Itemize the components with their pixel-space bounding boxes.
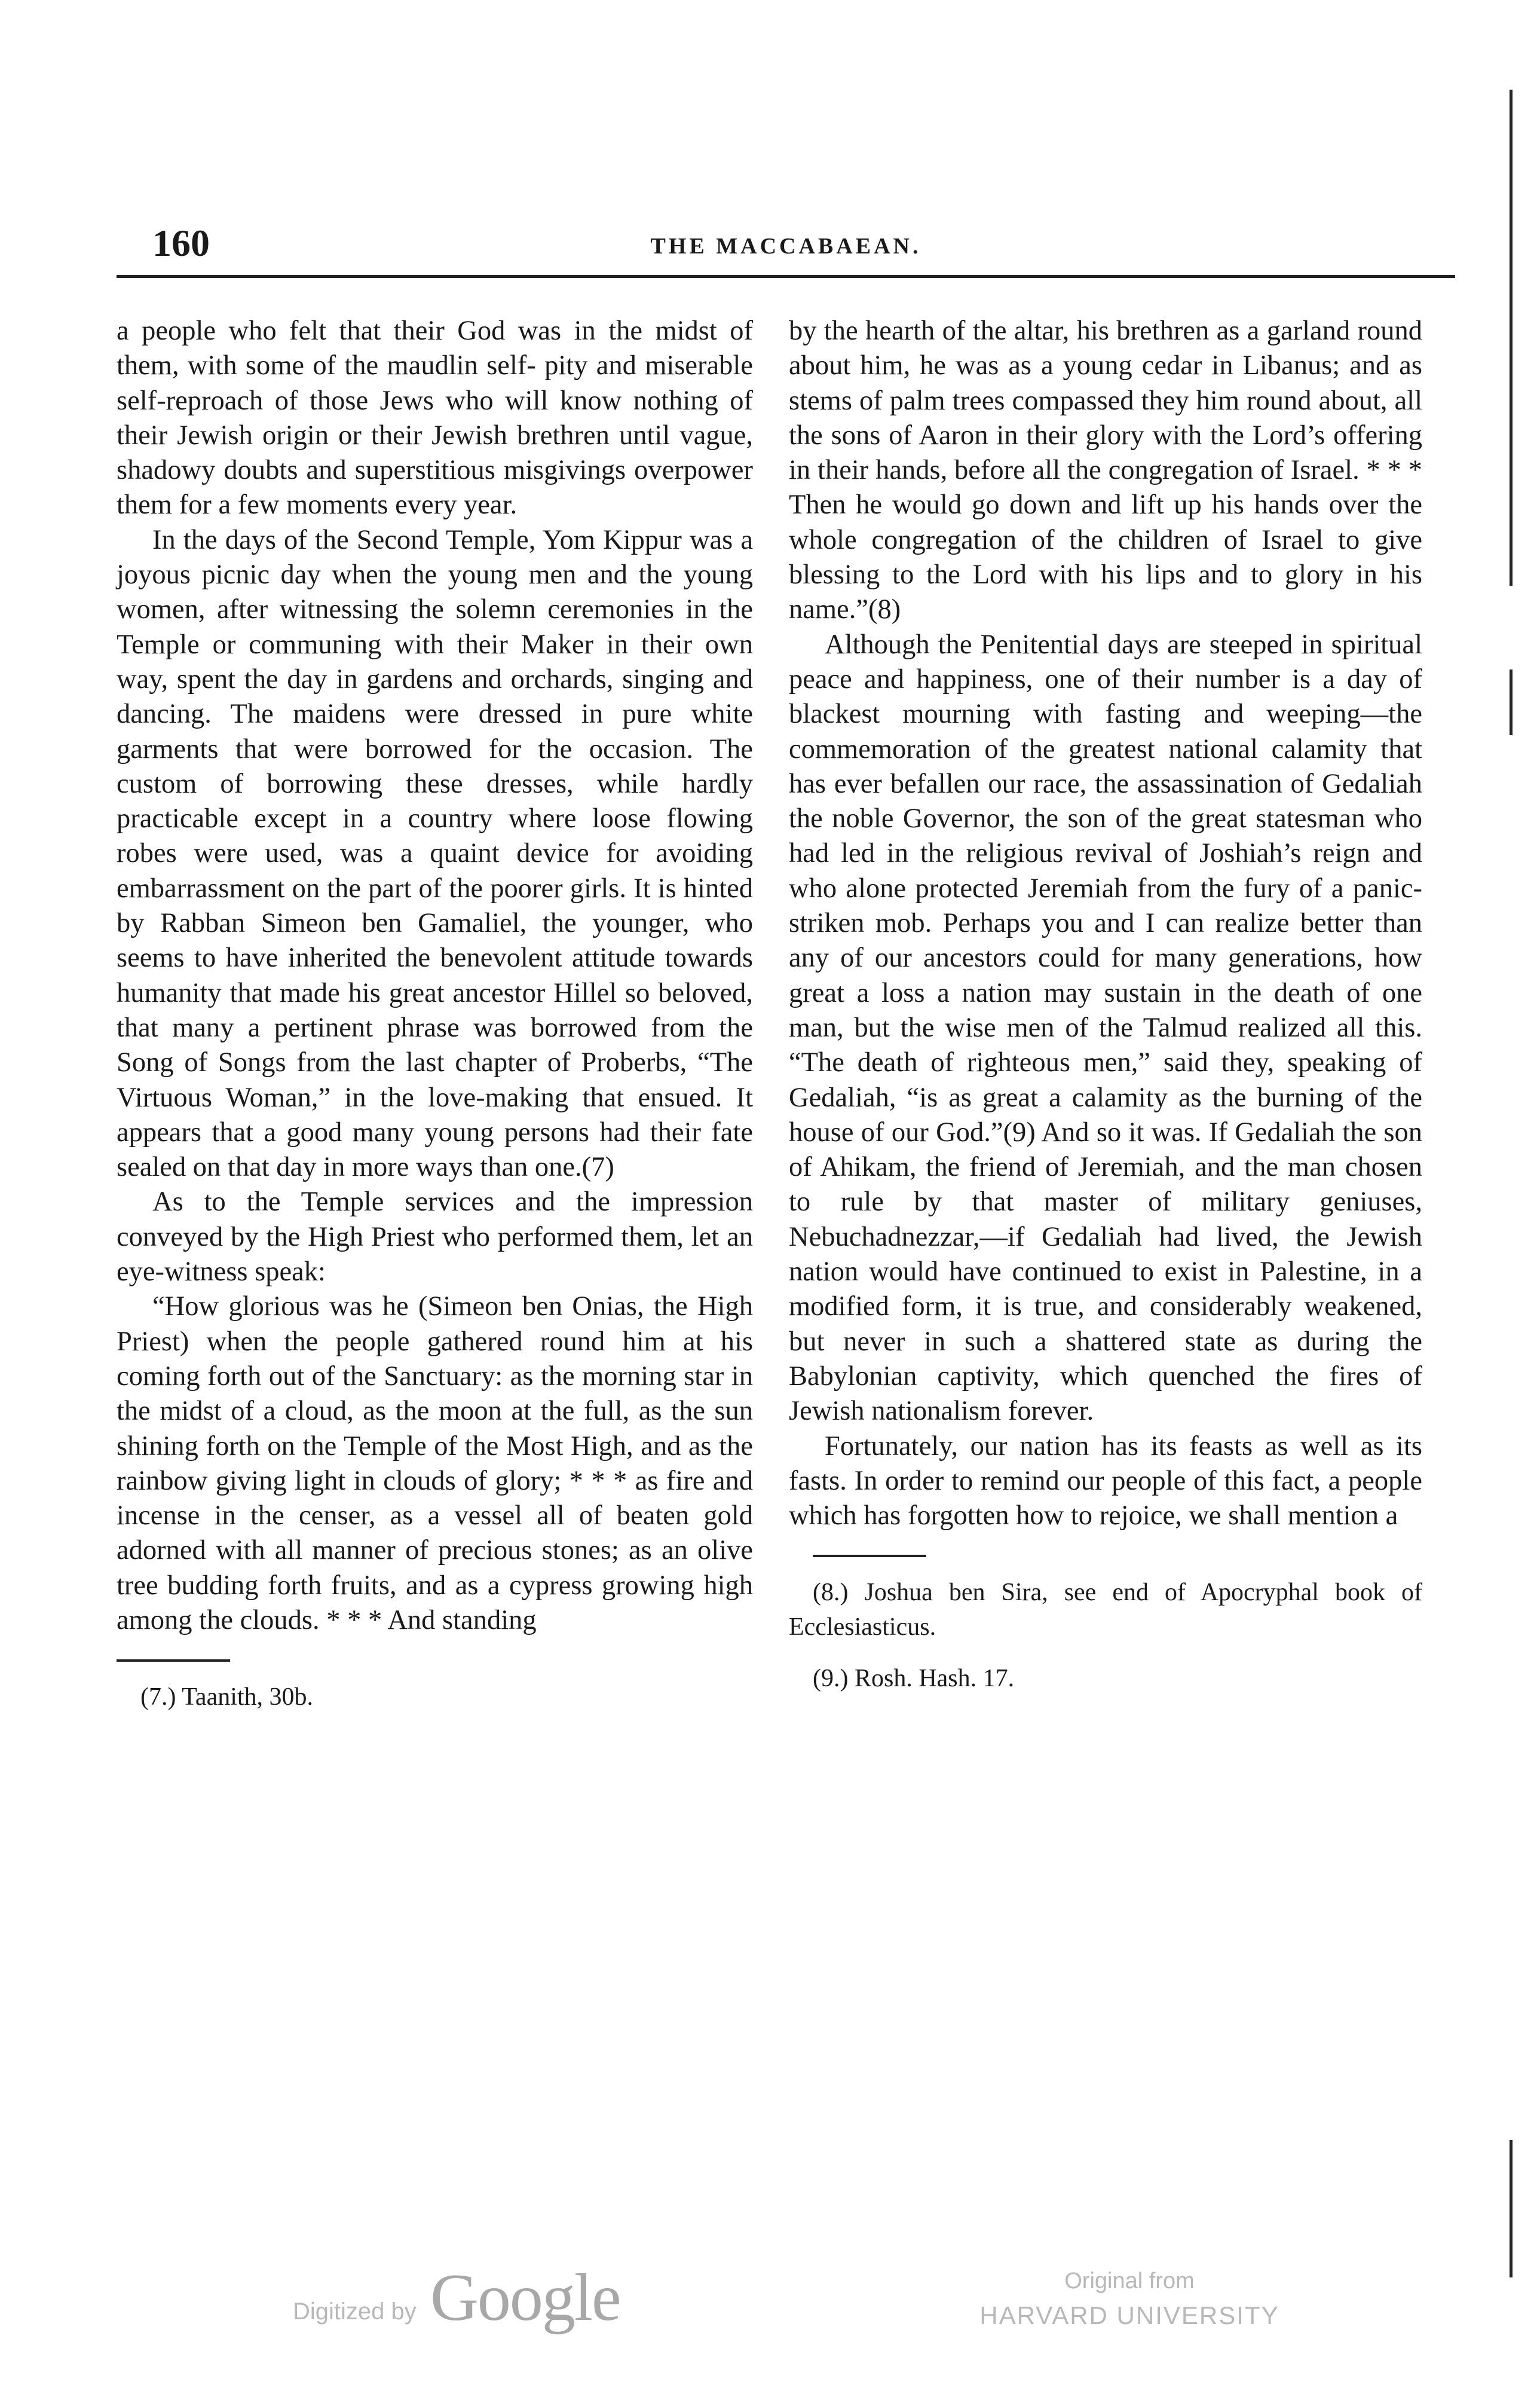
paragraph: As to the Temple services and the impression conveyed by the High Priest who performed them, let an eye-witness speak: [117, 1187, 753, 1288]
original-from-label: Original from [1064, 2268, 1195, 2294]
digitized-by-label: Digitized by [293, 2298, 417, 2325]
paragraph: Fortunately, our nation has its feasts as well as its fasts. In order to remind our people of this fact, a people which has forgotten how to rejoice, we shall mention a [789, 1430, 1422, 1531]
footnote-9: (9.) Rosh. Hash. 17. [813, 1665, 1015, 1693]
paragraph: In the days of the Second Temple, Yom Kippur was a joyous picnic day when the young men and the young women, after witnessing the solemn ceremonies in the Temple or communing with their Maker in their own way, spent the day in gardens and orchards, singing and dancing. The maidens were dressed in pure white garments that were borrowed for the occasion. The custom of borrowing these dresses, while hardly practicable except in a country where loose flowing robes were used, was a quaint device for avoiding embarrassment on the part of the poorer girls. It is hinted by Rabban Simeon ben Gamaliel, the younger, who seems to have inherited the benevolent attitude towards humanity that made his great ancestor Hillel so beloved, that many a pertinent phrase was borrowed from the Song of Songs from the last chapter of Proberbs, “The Virtuous Woman,” in the love-making that ensued. It appears that a good many young persons had their fate sealed on that day in more ways than one.(7) [117, 524, 753, 1183]
institution-label: HARVARD UNIVERSITY [979, 2301, 1279, 2329]
footnote-rule [117, 1659, 230, 1662]
right-column [789, 314, 1422, 1696]
footnote-7: (7.) Taanith, 30b. [140, 1683, 314, 1711]
paragraph: by the hearth of the altar, his brethren as a garland round about him, he was as a young cedar in Libanus; and as stems of palm trees compassed they him round about, all the sons of Aaron in their glory with the Lord’s offering in their hands, before all the congregation of Israel. * * * Then he would go down and lift up his hands over the whole congregation of the children of Israel to give blessing to the Lord with his lips and to glory in his name.”(8) [789, 316, 1422, 625]
paragraph: Although the Penitential days are steeped in spiritual peace and happiness, one of their number is a day of blackest mourning with fasting and weeping—the commemoration of the greatest national calamity that has ever befallen our race, the assassination of Gedaliah the noble Governor, the son of the great statesman who had led in the religious revival of Joshiah’s reign and who alone protected Jeremiah from the fury of a panic-striken mob. Perhaps you and I can realize better than any of our ancestors could for many generations, how great a loss a nation may sustain in the death of one man, but the wise men of the Talmud realized all this. “The death of righteous men,” said they, speaking of Gedaliah, “is as great a calamity as the burning of the house of our God.”(9) And so it was. If Gedaliah the son of Ahikam, the friend of Jeremiah, and the man chosen to rule by that master of military geniuses, Nebuchadnezzar,—if Gedaliah had lived, the Jewish nation would have continued to exist in Palestine, in a modified form, it is true, and considerably weakened, but never in such a shattered state as during the Babylonian captivity, which quenched the fires of Jewish nationalism forever. [789, 629, 1422, 1427]
footnote-rule [813, 1555, 926, 1557]
paragraph: a people who felt that their God was in the midst of them, with some of the maudlin self- pity and miserable self-reproach of those Jews who will know nothing of their Jewish origin or their Jewish brethren until vague, shadowy doubts and superstitious misgivings overpower them for a few moments every year. [117, 316, 753, 521]
left-column [117, 314, 753, 1714]
scan-margin-line [1510, 669, 1513, 735]
running-head: THE MACCABAEAN. [650, 234, 921, 259]
google-logo: Google [430, 2261, 620, 2335]
footnote-8: (8.) Joshua ben Sira, see end of Apocryphal book of Ecclesiasticus. [789, 1579, 1422, 1641]
scan-footer [0, 2242, 1540, 2337]
scan-margin-line [1510, 90, 1513, 586]
page-number: 160 [152, 222, 210, 264]
quotation-paragraph: “How glorious was he (Simeon ben Onias, the High Priest) when the people gathered round him at his coming forth out of the Sanctuary: as the morning star in the midst of a cloud, as the moon at the full, as the sun shining forth on the Temple of the Most High, and as the rainbow giving light in clouds of glory; * * * as fire and incense in the censer, as a vessel all of beaten gold adorned with all manner of precious stones; as an olive tree budding forth fruits, and as a cypress growing high among the clouds. * * * And standing [117, 1291, 753, 1635]
page-header [117, 221, 1455, 287]
header-rule [117, 275, 1455, 278]
